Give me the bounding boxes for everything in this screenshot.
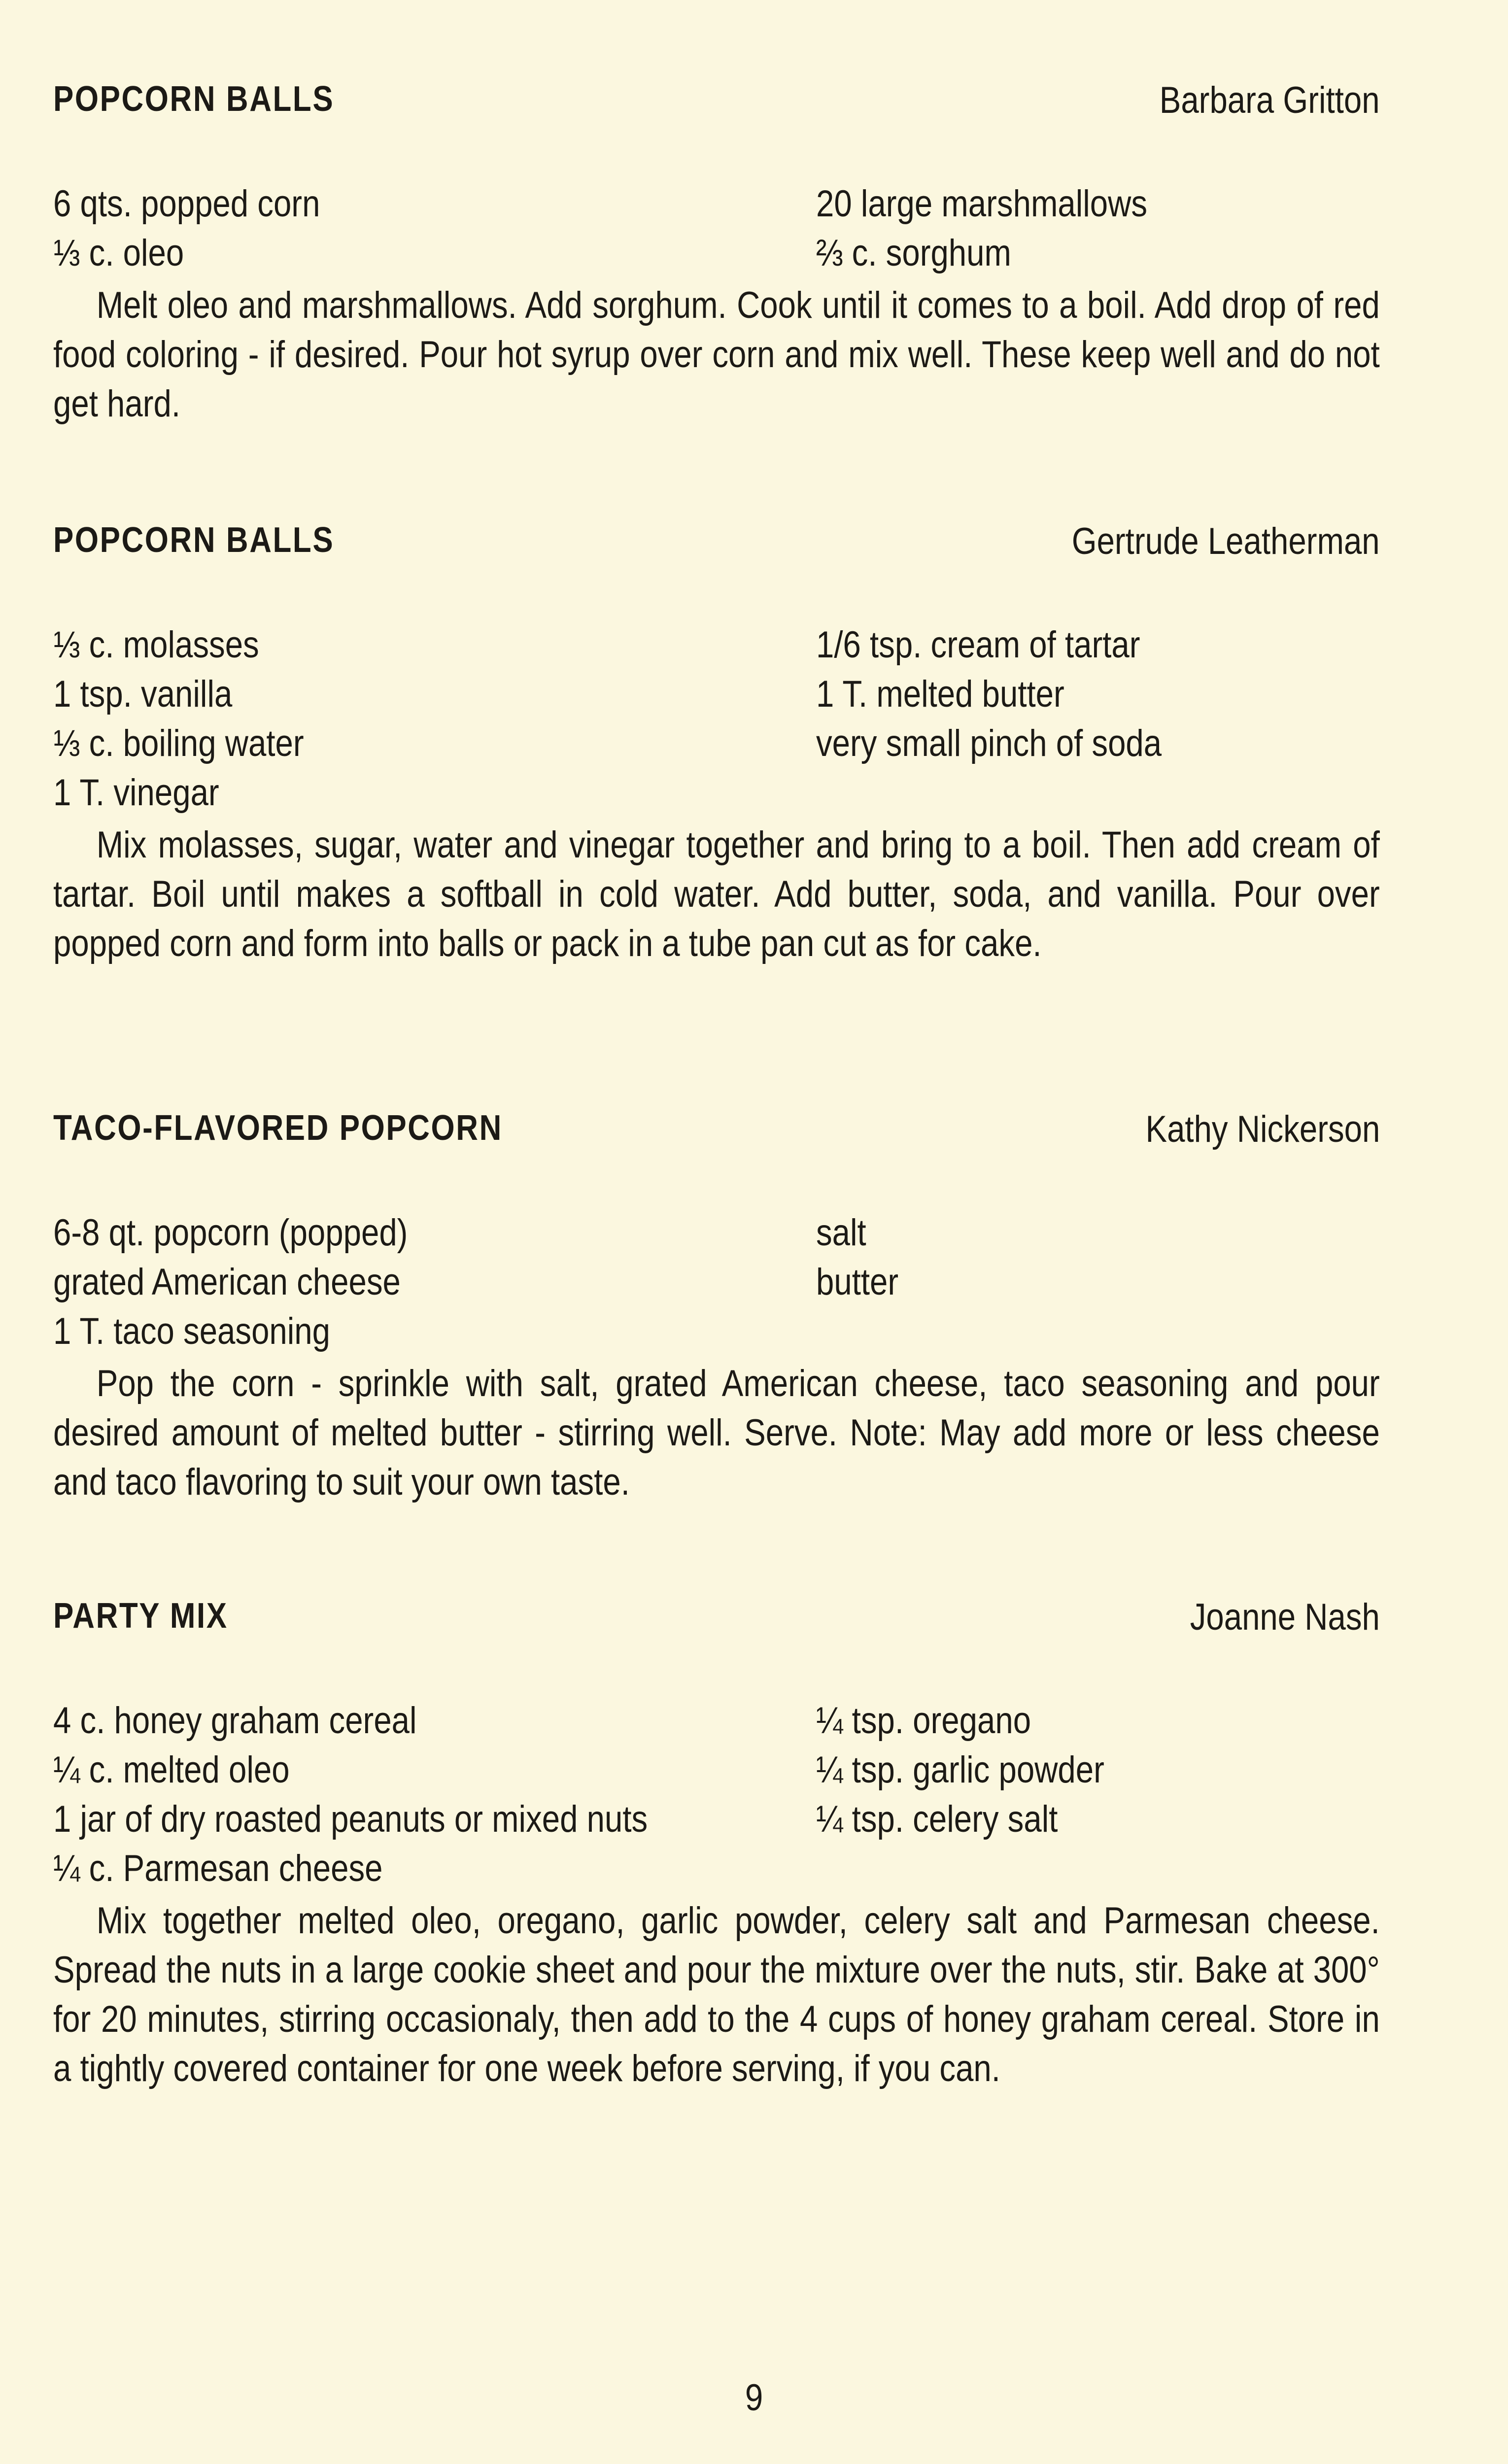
recipe-header — [53, 520, 1380, 574]
ingredient: 1/6 tsp. cream of tartar — [816, 624, 1140, 666]
ingredient: very small pinch of soda — [816, 722, 1162, 764]
ingredient-row — [53, 1798, 1380, 1847]
recipe-header — [53, 1596, 1380, 1650]
ingredient-row — [53, 1748, 1380, 1798]
ingredient-row — [53, 1699, 1380, 1748]
ingredient: ¼ c. Parmesan cheese — [53, 1848, 383, 1889]
recipe-instructions: Melt oleo and marshmallows. Add sorghum. Cook until it comes to a boil. Add drop of red food coloring - if desired. Pour hot syrup over corn and mix well. These keep well and do not get hard. — [53, 284, 1380, 425]
ingredient: 20 large marshmallows — [816, 183, 1148, 225]
ingredient: ⅓ c. boiling water — [53, 722, 304, 764]
recipe-title: TACO-FLAVORED POPCORN — [53, 1108, 503, 1148]
recipe-header — [53, 79, 1380, 133]
ingredient-row — [53, 232, 1380, 281]
recipe-author: Kathy Nickerson — [1145, 1108, 1380, 1150]
recipe-author: Joanne Nash — [1190, 1596, 1380, 1638]
ingredient-row — [53, 1211, 1380, 1261]
recipe-instructions: Mix together melted oleo, oregano, garlic powder, celery salt and Parmesan cheese. Spread the nuts in a large cookie sheet and pour the mixture over the nuts, stir. Bake at 300° for 20 minutes, stirring occasionaly, then add to the 4 cups of honey graham cereal. Store in a tightly covered container for one week before serving, if you can. — [53, 1900, 1380, 2089]
ingredient: 1 T. melted butter — [816, 673, 1064, 715]
ingredient: ⅓ c. oleo — [53, 232, 184, 274]
ingredient: 6 qts. popped corn — [53, 183, 320, 225]
recipe-author: Barbara Gritton — [1160, 79, 1380, 121]
ingredient: salt — [816, 1212, 866, 1254]
ingredient: ⅔ c. sorghum — [816, 232, 1011, 274]
ingredient-row — [53, 1847, 1380, 1896]
recipe-author: Gertrude Leatherman — [1072, 520, 1380, 562]
ingredient-list — [53, 182, 1380, 281]
recipe-party-mix — [53, 1596, 1380, 2093]
ingredient-list — [53, 623, 1380, 821]
ingredient: 1 T. vinegar — [53, 772, 219, 814]
ingredient: grated American cheese — [53, 1261, 401, 1303]
page-number: 9 — [745, 2377, 763, 2419]
recipe-title: POPCORN BALLS — [53, 520, 335, 560]
ingredient: 4 c. honey graham cereal — [53, 1700, 417, 1742]
ingredient-row — [53, 1261, 1380, 1310]
ingredient: ⅓ c. molasses — [53, 624, 259, 666]
recipe-title: PARTY MIX — [53, 1596, 228, 1636]
ingredient-row — [53, 1310, 1380, 1359]
ingredient: 1 jar of dry roasted peanuts or mixed nuts — [53, 1798, 648, 1840]
recipe-header — [53, 1108, 1380, 1162]
ingredient: 6-8 qt. popcorn (popped) — [53, 1212, 408, 1254]
recipe-taco-flavored-popcorn — [53, 1108, 1380, 1507]
ingredient-row — [53, 771, 1380, 821]
ingredient: 1 T. taco seasoning — [53, 1310, 331, 1352]
ingredient-row — [53, 182, 1380, 232]
ingredient: ¼ tsp. garlic powder — [816, 1749, 1104, 1791]
recipe-popcorn-balls-gritton — [53, 79, 1380, 429]
ingredient-row — [53, 673, 1380, 722]
recipe-instructions: Pop the corn - sprinkle with salt, grated American cheese, taco seasoning and pour desired amount of melted butter - stirring well. Serve. Note: May add more or less cheese and taco flavoring to suit your own taste. — [53, 1363, 1380, 1503]
recipe-popcorn-balls-leatherman — [53, 520, 1380, 968]
recipe-title: POPCORN BALLS — [53, 79, 335, 119]
ingredient-list — [53, 1211, 1380, 1359]
ingredient: ¼ tsp. celery salt — [816, 1798, 1058, 1840]
ingredient: ¼ c. melted oleo — [53, 1749, 290, 1791]
ingredient: ¼ tsp. oregano — [816, 1700, 1031, 1742]
ingredient: 1 tsp. vanilla — [53, 673, 233, 715]
ingredient: butter — [816, 1261, 899, 1303]
ingredient-row — [53, 722, 1380, 771]
ingredient-list — [53, 1699, 1380, 1896]
ingredient-row — [53, 623, 1380, 673]
recipe-instructions: Mix molasses, sugar, water and vinegar together and bring to a boil. Then add cream of tartar. Boil until makes a softball in cold water. Add butter, soda, and vanilla. Pour over popped corn and form into balls or pack in a tube pan cut as for cake. — [53, 824, 1380, 964]
